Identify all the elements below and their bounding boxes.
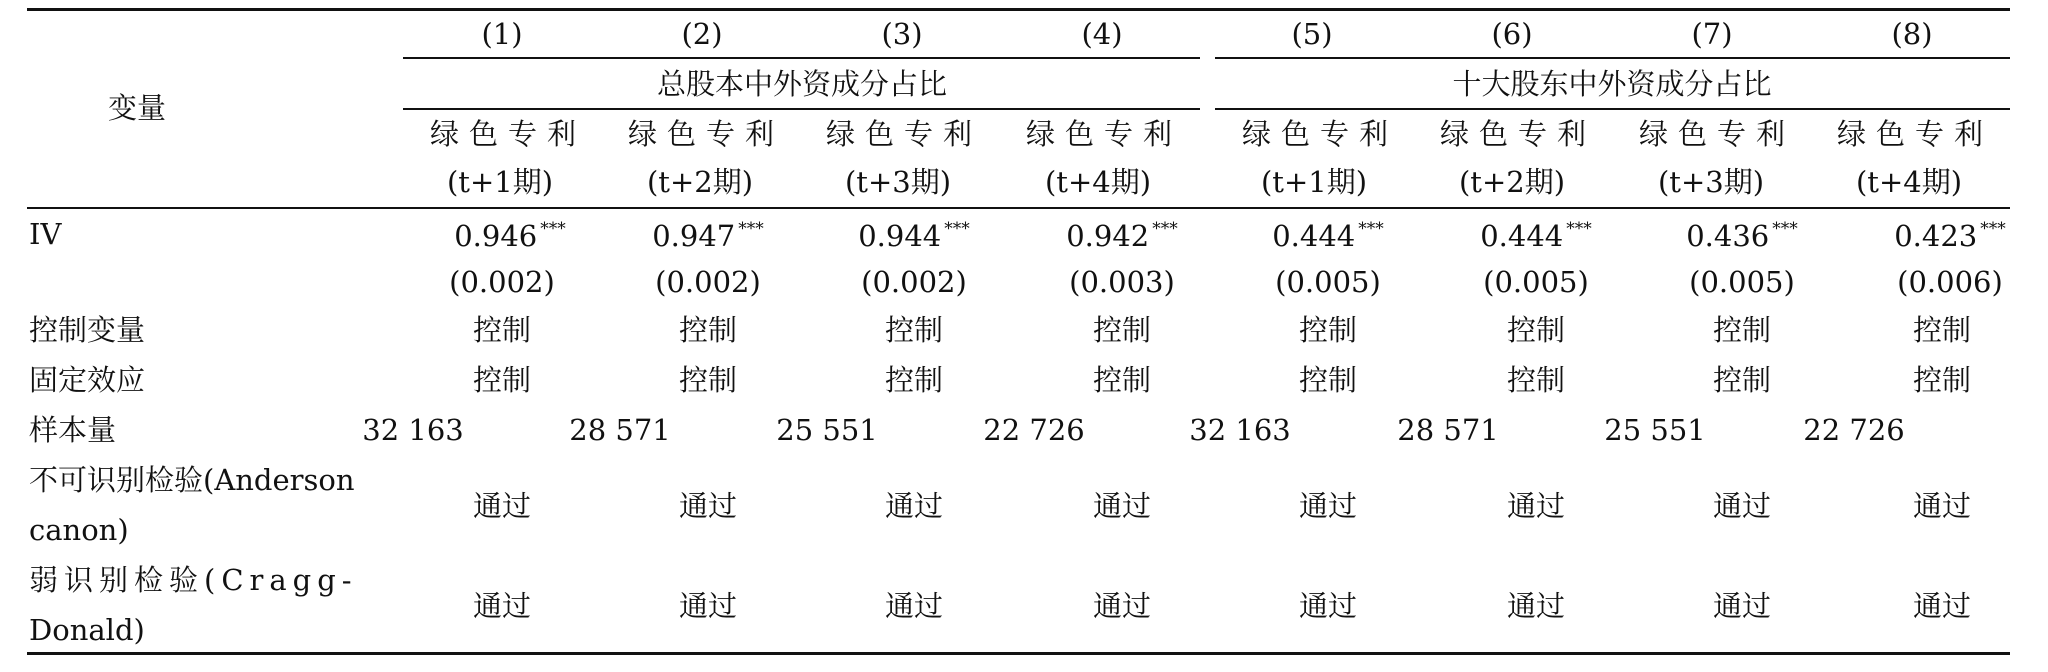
significance-stars: *** xyxy=(540,219,566,239)
column-period: (t+1期) xyxy=(1260,165,1368,199)
column-title: 绿色专利 xyxy=(1836,117,1994,151)
row-label-controls: 控制变量 xyxy=(29,313,146,347)
coefficient-cell xyxy=(652,218,764,259)
column-period: (t+4期) xyxy=(1855,165,1963,199)
weak-identification-cell: 通过 xyxy=(1912,589,1972,623)
standard-error: (0.003) xyxy=(1069,265,1175,299)
standard-error: (0.005) xyxy=(1689,265,1795,299)
row-label-weak-identification-line1: 弱识别检验(Cragg- xyxy=(29,563,358,597)
coefficient-cell xyxy=(1894,218,2006,259)
standard-error: (0.005) xyxy=(1483,265,1589,299)
row-label-sample-size: 样本量 xyxy=(29,413,117,447)
underidentification-cell: 通过 xyxy=(1912,489,1972,523)
fixed-effect-cell: 控制 xyxy=(1912,363,1972,397)
fixed-effect-cell: 控制 xyxy=(1298,363,1358,397)
row-label-underidentification-line1: 不可识别检验(Anderson xyxy=(29,463,355,497)
underidentification-cell: 通过 xyxy=(1506,489,1566,523)
column-title: 绿色专利 xyxy=(429,117,587,151)
coefficient-value: 0.436 xyxy=(1686,219,1770,253)
group-rule-left xyxy=(403,57,1200,59)
sample-size-cell: 32 163 xyxy=(362,413,464,447)
group-header-total-equity: 总股本中外资成分占比 xyxy=(656,67,948,101)
coefficient-value: 0.944 xyxy=(858,219,942,253)
fixed-effect-cell: 控制 xyxy=(678,363,738,397)
column-number: (6) xyxy=(1491,17,1533,51)
sample-size-cell: 28 571 xyxy=(1397,413,1499,447)
column-title: 绿色专利 xyxy=(1439,117,1597,151)
sample-size-cell: 25 551 xyxy=(1604,413,1706,447)
control-cell: 控制 xyxy=(884,313,944,347)
control-cell: 控制 xyxy=(472,313,532,347)
column-title: 绿色专利 xyxy=(825,117,983,151)
column-number: (3) xyxy=(881,17,923,51)
fixed-effect-cell: 控制 xyxy=(1092,363,1152,397)
fixed-effect-cell: 控制 xyxy=(1506,363,1566,397)
coefficient-cell xyxy=(1686,218,1798,259)
underidentification-cell: 通过 xyxy=(1712,489,1772,523)
column-title: 绿色专利 xyxy=(1638,117,1796,151)
coefficient-value: 0.423 xyxy=(1894,219,1978,253)
top-rule xyxy=(27,8,2010,11)
column-number: (1) xyxy=(481,17,523,51)
control-cell: 控制 xyxy=(1712,313,1772,347)
group-rule-right xyxy=(1215,57,2010,59)
coefficient-value: 0.444 xyxy=(1272,219,1356,253)
significance-stars: *** xyxy=(1980,219,2006,239)
column-number: (8) xyxy=(1891,17,1933,51)
title-rule-right xyxy=(1215,108,2010,110)
fixed-effect-cell: 控制 xyxy=(1712,363,1772,397)
significance-stars: *** xyxy=(1772,219,1798,239)
underidentification-cell: 通过 xyxy=(1092,489,1152,523)
weak-identification-cell: 通过 xyxy=(884,589,944,623)
column-number: (7) xyxy=(1691,17,1733,51)
sample-size-cell: 28 571 xyxy=(569,413,671,447)
coefficient-cell xyxy=(1272,218,1384,259)
standard-error: (0.002) xyxy=(449,265,555,299)
title-rule-left xyxy=(403,108,1200,110)
row-label-underidentification-line2: canon) xyxy=(29,513,129,547)
sample-size-cell: 22 726 xyxy=(983,413,1085,447)
underidentification-cell: 通过 xyxy=(678,489,738,523)
bottom-rule xyxy=(27,652,2010,655)
header-bottom-rule xyxy=(27,207,2010,209)
weak-identification-cell: 通过 xyxy=(678,589,738,623)
control-cell: 控制 xyxy=(1298,313,1358,347)
coefficient-value: 0.947 xyxy=(652,219,736,253)
column-period: (t+3期) xyxy=(844,165,952,199)
standard-error: (0.002) xyxy=(655,265,761,299)
column-title: 绿色专利 xyxy=(1241,117,1399,151)
row-label-weak-identification-line2: Donald) xyxy=(29,613,145,647)
underidentification-cell: 通过 xyxy=(472,489,532,523)
sample-size-cell: 22 726 xyxy=(1803,413,1905,447)
standard-error: (0.006) xyxy=(1897,265,2003,299)
coefficient-cell xyxy=(1066,218,1178,259)
coefficient-value: 0.942 xyxy=(1066,219,1150,253)
variable-header: 变量 xyxy=(107,91,167,125)
column-number: (5) xyxy=(1291,17,1333,51)
standard-error: (0.002) xyxy=(861,265,967,299)
column-period: (t+3期) xyxy=(1657,165,1765,199)
underidentification-cell: 通过 xyxy=(1298,489,1358,523)
column-period: (t+2期) xyxy=(1458,165,1566,199)
control-cell: 控制 xyxy=(1092,313,1152,347)
row-label-fixed-effects: 固定效应 xyxy=(29,363,146,397)
significance-stars: *** xyxy=(1566,219,1592,239)
significance-stars: *** xyxy=(738,219,764,239)
column-period: (t+1期) xyxy=(446,165,554,199)
coefficient-value: 0.444 xyxy=(1480,219,1564,253)
control-cell: 控制 xyxy=(1506,313,1566,347)
column-period: (t+2期) xyxy=(646,165,754,199)
column-number: (2) xyxy=(681,17,723,51)
sample-size-cell: 25 551 xyxy=(776,413,878,447)
fixed-effect-cell: 控制 xyxy=(884,363,944,397)
significance-stars: *** xyxy=(1358,219,1384,239)
standard-error: (0.005) xyxy=(1275,265,1381,299)
underidentification-cell: 通过 xyxy=(884,489,944,523)
weak-identification-cell: 通过 xyxy=(1298,589,1358,623)
coefficient-value: 0.946 xyxy=(454,219,538,253)
control-cell: 控制 xyxy=(678,313,738,347)
column-period: (t+4期) xyxy=(1044,165,1152,199)
weak-identification-cell: 通过 xyxy=(1506,589,1566,623)
significance-stars: *** xyxy=(1152,219,1178,239)
coefficient-cell xyxy=(858,218,970,259)
coefficient-cell xyxy=(454,218,566,259)
coefficient-cell xyxy=(1480,218,1592,259)
sample-size-cell: 32 163 xyxy=(1189,413,1291,447)
column-title: 绿色专利 xyxy=(627,117,785,151)
control-cell: 控制 xyxy=(1912,313,1972,347)
fixed-effect-cell: 控制 xyxy=(472,363,532,397)
column-number: (4) xyxy=(1081,17,1123,51)
weak-identification-cell: 通过 xyxy=(472,589,532,623)
row-label-iv: IV xyxy=(29,217,62,251)
column-title: 绿色专利 xyxy=(1025,117,1183,151)
weak-identification-cell: 通过 xyxy=(1092,589,1152,623)
significance-stars: *** xyxy=(944,219,970,239)
weak-identification-cell: 通过 xyxy=(1712,589,1772,623)
group-header-top10-holders: 十大股东中外资成分占比 xyxy=(1452,67,1772,101)
